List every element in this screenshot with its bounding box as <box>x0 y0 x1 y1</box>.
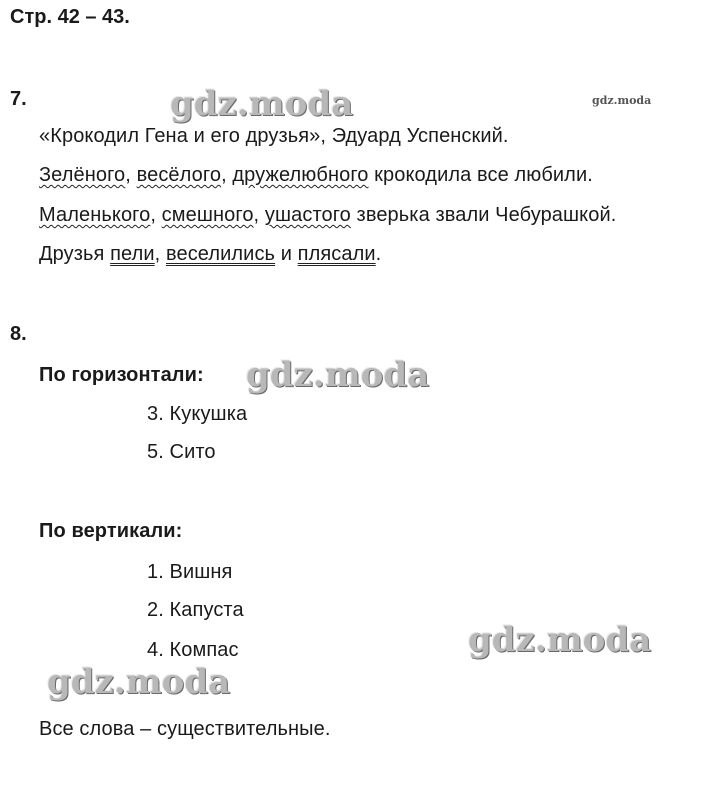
text-fragment: . <box>375 243 382 265</box>
watermark: gdz.moda <box>170 84 354 124</box>
adjective-word: Зелёного <box>39 164 126 186</box>
task-7-sentence-2 <box>39 204 616 227</box>
text-fragment: , <box>150 204 162 226</box>
vertical-item: 2. Капуста <box>147 599 244 621</box>
watermark: gdz.moda <box>47 662 231 702</box>
horizontal-item: 3. Кукушка <box>147 403 248 425</box>
task-7-sentence-1 <box>39 164 593 187</box>
task-7-source: «Крокодил Гена и его друзья», Эдуард Успенский. <box>39 125 509 147</box>
text-fragment: , <box>253 204 265 226</box>
adjective-word: ушастого <box>264 204 351 226</box>
horizontal-label: По горизонтали: <box>39 364 204 386</box>
watermark: gdz.moda <box>246 355 430 395</box>
text-fragment: зверька звали Чебурашкой. <box>350 204 617 226</box>
text-fragment: и <box>275 243 298 265</box>
watermark: gdz.moda <box>468 620 652 660</box>
page-header: Стр. 42 – 43. <box>10 6 130 28</box>
verb-word: веселились <box>165 243 276 265</box>
adjective-word: весёлого <box>136 164 222 186</box>
vertical-item: 1. Вишня <box>147 561 233 583</box>
adjective-word: дружелюбного <box>232 164 369 186</box>
vertical-item: 4. Компас <box>147 639 239 661</box>
task-7-number: 7. <box>10 88 27 110</box>
text-fragment: Друзья <box>39 243 111 265</box>
text-fragment: , <box>221 164 233 186</box>
watermark-small: gdz.moda <box>592 94 652 107</box>
vertical-label: По вертикали: <box>39 520 183 542</box>
text-fragment: , <box>125 164 137 186</box>
adjective-word: смешного <box>161 204 254 226</box>
task-7-sentence-3 <box>39 243 381 266</box>
conclusion: Все слова – существительные. <box>39 718 331 740</box>
verb-word: пели <box>110 243 155 265</box>
adjective-word: Маленького <box>39 204 151 226</box>
verb-word: плясали <box>297 243 376 265</box>
text-fragment: крокодила все любили. <box>368 164 593 186</box>
text-fragment: , <box>154 243 166 265</box>
task-8-number: 8. <box>10 323 27 345</box>
horizontal-item: 5. Сито <box>147 441 216 463</box>
